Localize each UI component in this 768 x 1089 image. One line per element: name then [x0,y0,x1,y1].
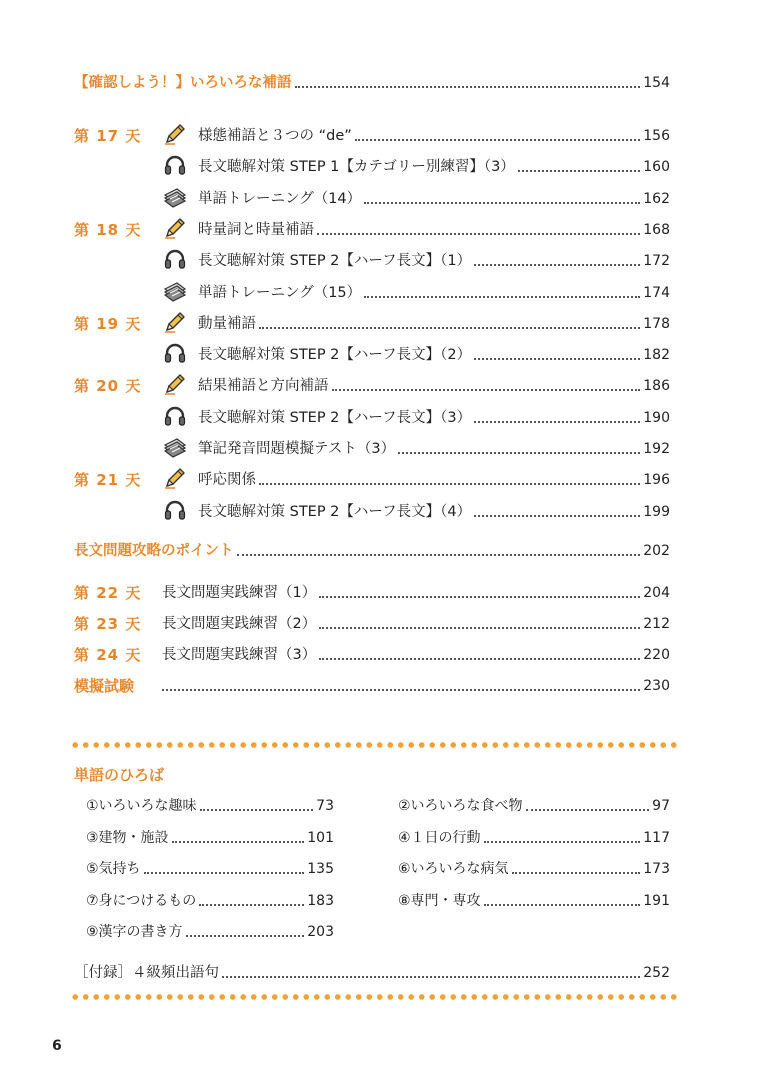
entry-page: 160 [643,159,670,176]
entry-page: 192 [643,441,670,457]
toc-entry-row[interactable] [74,340,670,364]
toc-intro-title: 【確認しよう！】いろいろな補語 [74,75,292,91]
toc-entry-row[interactable] [74,497,670,521]
dot-leader [162,689,640,691]
hiroba-item-page: 173 [643,861,670,877]
headphones-icon [162,405,188,427]
toc-mock-row[interactable] [74,671,670,695]
dot-leader [474,515,640,517]
toc-entry-row[interactable] [74,215,670,239]
toc-entry-row[interactable] [74,121,670,145]
entry-page: 168 [643,221,670,238]
entry-title: 長文聴解対策 STEP 2【ハーフ長文】（2） [198,347,472,364]
toc-entry-row[interactable] [74,309,670,333]
day-label: 第 24 天 [74,646,142,664]
hiroba-item[interactable] [86,793,334,815]
toc-practice-row[interactable] [74,640,670,664]
entry-title: 動量補語 [198,315,256,332]
dot-leader [319,596,640,598]
entry-title: 筆記発音問題模擬テスト（3） [198,441,396,457]
hiroba-item[interactable] [86,919,334,941]
hiroba-title: 単語のひろば [74,766,165,784]
dot-leader [317,233,640,235]
hiroba-item[interactable] [398,825,670,847]
entry-page: 212 [643,616,670,632]
hiroba-item-title: ①いろいろな趣味 [86,798,197,814]
appendix-title: ［付録］４級頻出語句 [74,965,219,981]
hiroba-item-title: ④１日の行動 [398,829,481,846]
dot-leader [319,658,640,660]
dot-leader [526,809,650,811]
toc-entry-row[interactable] [74,371,670,395]
page-number: 6 [52,1038,62,1054]
hiroba-item[interactable] [398,793,670,815]
entry-page: 199 [643,503,670,520]
hiroba-item[interactable] [86,856,334,878]
hiroba-item-page: 101 [307,829,334,846]
hiroba-item-page: 135 [307,861,334,877]
toc-entry-row[interactable] [74,465,670,489]
dot-leader [474,358,640,360]
dot-leader [364,296,640,298]
day-label: 第 21 天 [74,471,142,490]
dot-leader [237,554,641,556]
headphones-icon [162,248,188,270]
hiroba-item[interactable] [398,856,670,878]
hiroba-item-page: 117 [643,829,670,846]
dot-leader [518,170,640,172]
dot-leader [355,139,641,141]
toc-entry-row[interactable] [74,434,670,458]
headphones-icon [162,342,188,364]
hiroba-item-title: ⑧専門・専攻 [398,892,481,909]
dot-leader [474,421,640,423]
dot-leader [474,264,640,266]
hiroba-item[interactable] [86,888,334,910]
entry-title: 長文問題実践練習（1） [162,585,317,601]
day-label: 第 19 天 [74,314,142,333]
toc-entry-row[interactable] [74,184,670,208]
entry-page: 174 [643,284,670,301]
hiroba-item-page: 97 [652,798,670,814]
day-label: 第 18 天 [74,220,142,239]
day-label: 第 23 天 [74,615,142,633]
entry-title: 単語トレーニング（15） [198,284,362,301]
entry-page: 156 [643,128,670,144]
dot-leader [364,202,640,204]
headphones-icon [162,499,188,521]
entry-title: 単語トレーニング（14） [198,190,362,207]
dot-leader [484,904,641,906]
mock-page: 230 [643,678,670,694]
toc-intro-row[interactable] [74,68,670,92]
entry-title: 長文聴解対策 STEP 1【カテゴリー別練習】（3） [198,159,515,176]
toc-entry-row[interactable] [74,403,670,427]
toc-point-page: 202 [643,543,670,559]
entry-page: 190 [643,409,670,426]
hiroba-item-title: ⑤気持ち [86,861,141,877]
headphones-icon [162,154,188,176]
pencil-icon [162,217,188,239]
hiroba-item-title: ②いろいろな食べ物 [398,798,523,814]
pencil-icon [162,373,188,395]
entry-page: 178 [643,315,670,332]
hiroba-item-title: ⑦身につけるもの [86,892,197,909]
word-card-icon [162,186,188,208]
entry-page: 196 [643,472,670,489]
entry-page: 186 [643,378,670,395]
pencil-icon [162,467,188,489]
hiroba-item-title: ⑨漢字の書き方 [86,924,183,940]
hiroba-item-title: ③建物・施設 [86,829,169,846]
entry-page: 162 [643,190,670,207]
day-label: 第 20 天 [74,377,142,396]
appendix-page: 252 [643,965,670,981]
dot-leader [144,872,305,874]
toc-entry-row[interactable] [74,152,670,176]
entry-page: 220 [643,647,670,663]
dot-leader [259,327,640,329]
toc-practice-row[interactable] [74,578,670,602]
dot-leader [332,389,641,391]
entry-title: 様態補語と３つの “de” [198,128,352,144]
toc-entry-row[interactable] [74,278,670,302]
toc-entry-row[interactable] [74,246,670,270]
day-label: 第 17 天 [74,127,142,145]
entry-title: 長文聴解対策 STEP 2【ハーフ長文】（4） [198,503,472,520]
hiroba-item-title: ⑥いろいろな病気 [398,861,509,877]
dot-leader [512,872,641,874]
toc-intro-page: 154 [643,75,670,91]
pencil-icon [162,311,188,333]
entry-title: 長文問題実践練習（3） [162,647,317,663]
entry-title: 長文聴解対策 STEP 2【ハーフ長文】（3） [198,409,472,426]
toc-practice-row[interactable] [74,609,670,633]
word-card-icon [162,280,188,302]
entry-title: 長文問題実践練習（2） [162,616,317,632]
mock-label: 模擬試験 [74,677,135,695]
dot-leader [186,935,305,937]
dot-leader [172,841,305,843]
entry-title: 結果補語と方向補語 [198,378,329,395]
entry-page: 172 [643,253,670,270]
hiroba-item-page: 191 [643,892,670,909]
dot-leader [319,627,640,629]
entry-page: 204 [643,585,670,601]
hiroba-item-page: 203 [307,924,334,940]
dot-leader [200,809,314,811]
dotted-divider-top [70,740,680,750]
entry-title: 時量詞と時量補語 [198,221,314,238]
appendix-row[interactable] [74,958,670,982]
hiroba-item-page: 73 [316,798,334,814]
hiroba-item[interactable] [398,888,670,910]
dot-leader [398,452,640,454]
day-label: 第 22 天 [74,584,142,602]
hiroba-item[interactable] [86,825,334,847]
entry-page: 182 [643,347,670,364]
entry-title: 呼応関係 [198,472,256,489]
entry-title: 長文聴解対策 STEP 2【ハーフ長文】（1） [198,253,472,270]
dot-leader [484,841,641,843]
word-card-icon [162,436,188,458]
toc-point-row[interactable] [74,536,670,560]
toc-point-title: 長文問題攻略のポイント [74,543,234,559]
dotted-divider-bottom [70,992,680,1002]
pencil-icon [162,123,188,145]
dot-leader [259,483,640,485]
hiroba-item-page: 183 [307,892,334,909]
dot-leader [199,904,304,906]
dot-leader [295,86,641,88]
dot-leader [222,976,640,978]
